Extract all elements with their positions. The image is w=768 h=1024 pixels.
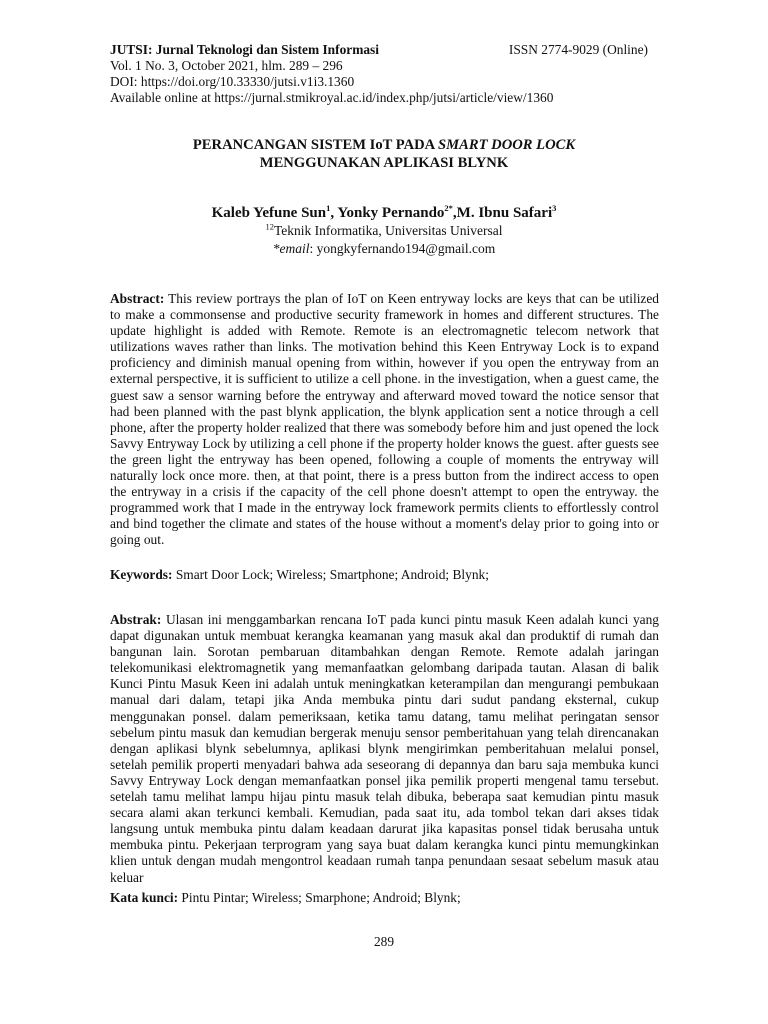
email-value[interactable]: : yongkyfernando194@gmail.com (309, 241, 496, 256)
title-line-2: MENGGUNAKAN APLIKASI BLYNK (259, 154, 509, 171)
page-number: 289 (373, 934, 395, 949)
author-list (110, 204, 658, 222)
abstract-en-label: Abstract: (110, 291, 165, 306)
abstract-indonesian (110, 612, 659, 886)
author-3: M. Ibnu Safari (456, 205, 553, 221)
keywords-en-label: Keywords: (110, 567, 173, 582)
author-sep-2: , (452, 205, 457, 221)
keywords-id-text: Pintu Pintar; Wireless; Smarphone; Android; Blynk; (178, 890, 461, 905)
journal-header (110, 42, 658, 106)
author-sep-1: , (330, 205, 338, 221)
title-line-1 (110, 137, 658, 155)
affiliation-text: Teknik Informatika, Universitas Universal (274, 223, 503, 238)
author-3-sup: 3 (552, 203, 557, 213)
corresponding-email (110, 240, 658, 257)
abstract-en-text: This review portrays the plan of IoT on Keen entryway locks are keys that can be utilized to make a commonsense and productive security framework in homes and different structures. The update highlight is added with Remote. Remote is an electromagnetic telecom network that utilizations waves rather than links. The motivation behind this Keen Entryway Lock is to expand proficiency and diminish manual opening from within, however if you open the entryway from an external perspective, it is sufficient to utilize a cell phone. in the investigation, when a guest came, the guest saw a sensor warning before the entryway and afterward moved toward the notice sensor that had been planned with the past blynk application, the blynk application sent a notice through a cell phone, after the property holder realized that there was somebody before him and just opened the lock Savvy Entryway Lock by utilizing a cell phone if the property holder knows the guest. after guests see the green light the entryway has been opened, following a couple of moments the entryway will naturally lock once more. then, at that point, there is a press button from the indirect access to open the entryway in a crisis if the capacity of the cell phone doesn't attempt to open the entryway. the programmed work that I made in the entryway lock framework permits clients to effortlessly control and bind together the climate and states of the house without a moment's delay prior to going into or going out. (110, 291, 659, 548)
abstract-id-label: Abstrak: (110, 612, 162, 627)
affiliation (110, 222, 658, 239)
author-2-sup: 2* (444, 203, 453, 213)
abstract-english (110, 291, 659, 549)
author-2: Yonky Pernando (337, 205, 445, 221)
keywords-english (110, 567, 659, 583)
title-line-1-italic: SMART DOOR LOCK (438, 137, 576, 153)
doi-link[interactable]: DOI: https://doi.org/10.33330/jutsi.v1i3.1360 (110, 74, 355, 89)
keywords-en-text: Smart Door Lock; Wireless; Smartphone; Android; Blynk; (172, 567, 489, 582)
available-online[interactable]: Available online at https://jurnal.stmikroyal.ac.id/index.php/jutsi/article/view/1360 (110, 90, 554, 105)
abstract-id-text: Ulasan ini menggambarkan rencana IoT pada kunci pintu masuk Keen adalah kunci yang dapat digunakan untuk membuat kerangka keamanan yang masuk akal dan produktif di rumah dan bangunan lain. Sorotan pembaruan ditambahkan dengan Remote. Remote adalah jaringan telekomunikasi elektromagnetik yang memanfaatkan gelombang daripada tautan. Alasan di balik Kunci Pintu Masuk Keen ini adalah untuk meningkatkan keterampilan dan mengurangi pembukaan manual dari dalam, tetapi jika Anda membuka pintu dari sudut pandang eksternal, cukup menggunakan ponsel. dalam pemeriksaan, ketika tamu datang, tamu melihat peringatan sensor sebelum pintu masuk dan kemudian bergerak menuju sensor pemberitahuan yang telah direncanakan dengan aplikasi blynk sebelumnya, aplikasi blynk mengirimkan pemberitahuan melalui ponsel, setelah pemilik properti menyadari bahwa ada seseorang di depannya dan baru saja membuka kunci Savvy Entryway Lock dengan memanfaatkan ponsel jika pemilik properti mengenal tamu tersebut. setelah tamu melihat lampu hijau pintu masuk telah dibuka, beberapa saat kemudian pintu masuk secara alami akan terkunci kembali. Kemudian, pada saat itu, ada tombol tekan dari akses tidak langsung untuk membuka pintu dalam keadaan darurat jika kapasitas ponsel tidak berusaha untuk membuka pintu. Pekerjaan terprogram yang saya buat dalam kerangka kunci pintu memungkinkan klien untuk dengan mudah mengontrol keadaan rumah tanpa penundaan sesaat sebelum masuk atau keluar (110, 612, 659, 885)
affiliation-sup: 12 (265, 221, 274, 232)
paper-title (110, 137, 658, 172)
keywords-id-label: Kata kunci: (110, 890, 179, 905)
volume-info: Vol. 1 No. 3, October 2021, hlm. 289 – 296 (110, 58, 343, 73)
issn: ISSN 2774-9029 (Online) (508, 42, 648, 57)
email-label: *email (272, 241, 310, 256)
author-1-sup: 1 (326, 203, 331, 213)
author-1: Kaleb Yefune Sun (211, 205, 327, 221)
journal-name: JUTSI: Jurnal Teknologi dan Sistem Informasi (110, 42, 379, 57)
header-first-row (110, 42, 658, 58)
keywords-indonesian (110, 890, 659, 906)
title-line-1-prefix: PERANCANGAN SISTEM IoT PADA (192, 137, 439, 153)
